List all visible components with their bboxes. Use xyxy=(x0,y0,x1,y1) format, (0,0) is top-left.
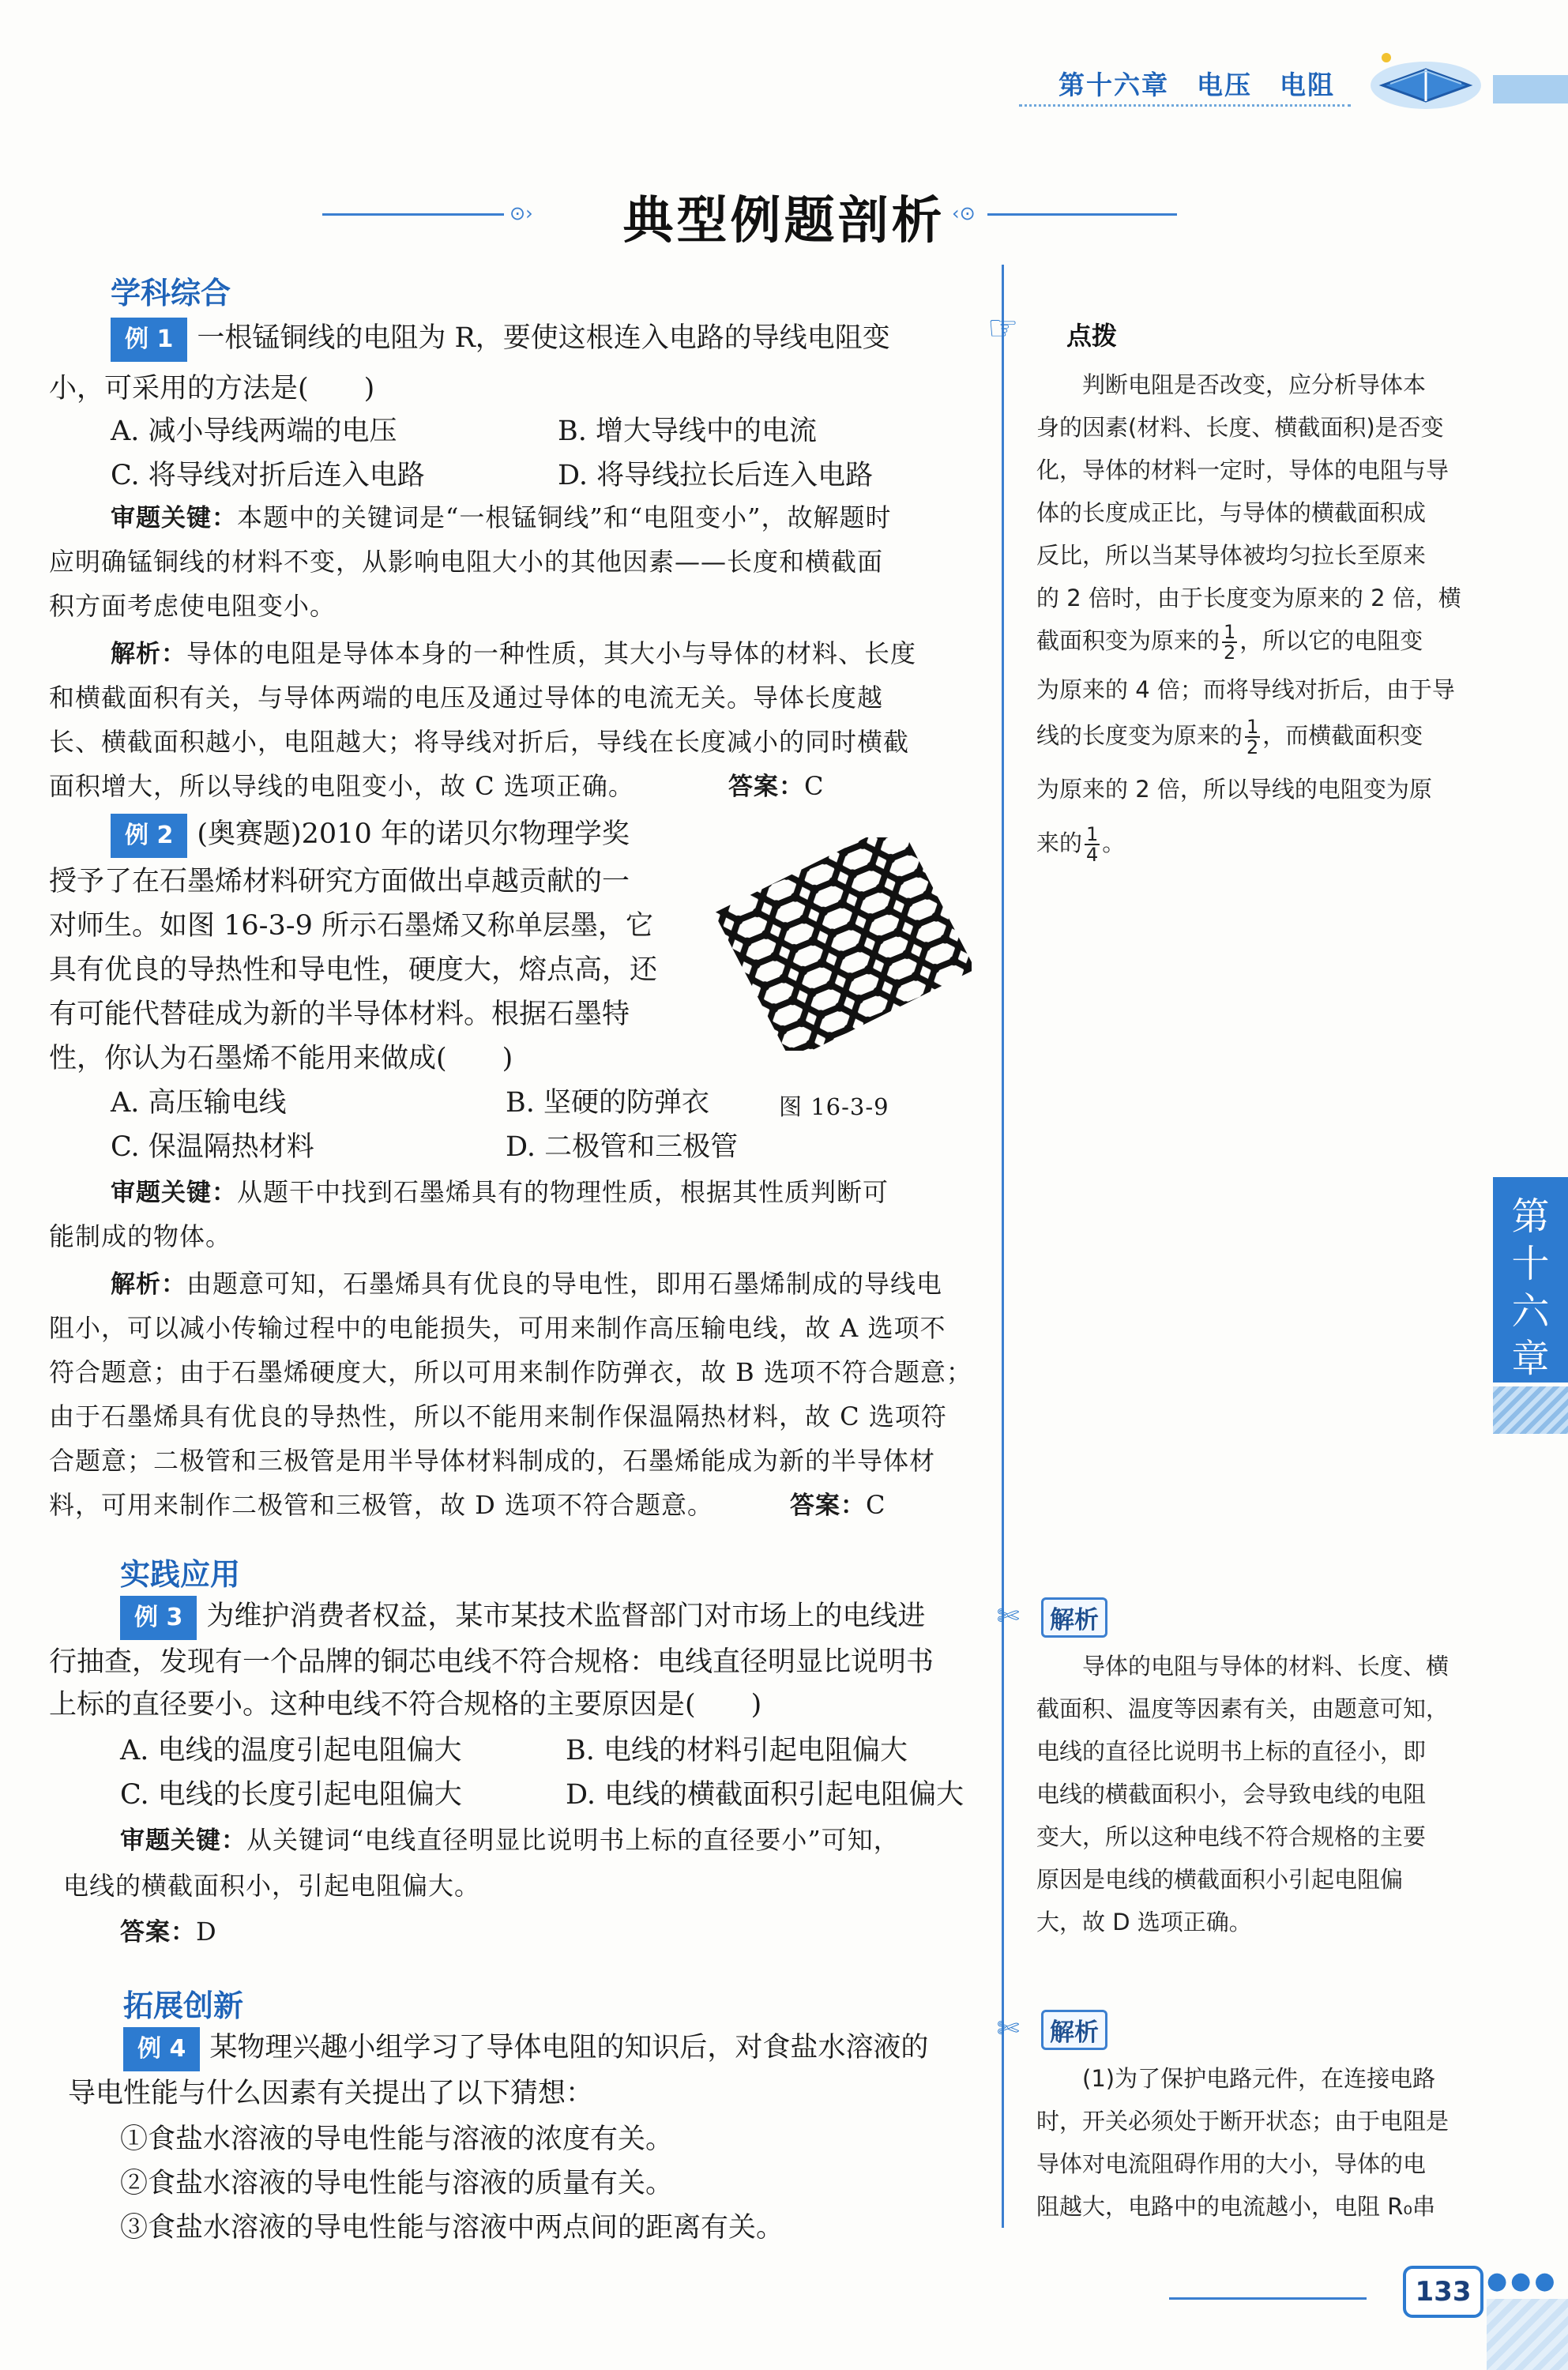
analysis-line: 原因是电线的横截面积小引起电阻偏 xyxy=(1036,1866,1404,1893)
example-3-question: 例 3 为维护消费者权益，某市某技术监督部门对市场上的电线进 xyxy=(120,1596,925,1640)
answer: 答案：C xyxy=(790,1490,886,1520)
header-bar xyxy=(1493,75,1568,103)
hypothesis-item: ②食盐水溶液的导电性能与溶液的质量有关。 xyxy=(120,2168,674,2199)
tip-heading: 点拨 xyxy=(1066,321,1118,351)
option-c: C. 将导线对折后连入电路 xyxy=(111,460,425,491)
tip-line: 化，导体的材料一定时，导体的电阻与导 xyxy=(1036,457,1450,483)
tip-line: 截面积变为原来的 $\frac{1}{2}$ ，所以它的电阻变 xyxy=(1036,621,1423,664)
chapter-tab[interactable]: 第 十 六 章 xyxy=(1493,1177,1568,1382)
tip-line: 的 2 倍时，由于长度变为原来的 2 倍，横 xyxy=(1036,585,1461,611)
book-icon xyxy=(1367,38,1485,117)
section-heading: 学科综合 xyxy=(111,276,231,310)
analysis-line: 电线的横截面积小，会导致电线的电阻 xyxy=(1036,1781,1427,1808)
question-line: 小，可采用的方法是( ) xyxy=(49,373,375,404)
fraction: $\frac{1}{2}$ xyxy=(1247,716,1259,758)
scissors-icon: ✄ xyxy=(997,2013,1020,2045)
tip-line: 反比，所以当某导体被均匀拉长至原来 xyxy=(1036,542,1427,569)
question-line: 导电性能与什么因素有关提出了以下猜想： xyxy=(68,2078,594,2109)
question-line: 具有优良的导热性和导电性，硬度大，熔点高，还 xyxy=(49,954,658,986)
option-b: B. 增大导线中的电流 xyxy=(558,416,817,447)
tip-line: 体的长度成正比，与导体的横截面积成 xyxy=(1036,499,1427,526)
key-point-line: 应明确锰铜线的材料不变，从影响电阻大小的其他因素——长度和横截面 xyxy=(49,547,884,577)
analysis-line: 大，故 D 选项正确。 xyxy=(1036,1909,1252,1936)
tip-line: 来的 $\frac{1}{4}$ 。 xyxy=(1036,823,1126,866)
option-a: A. 减小导线两端的电压 xyxy=(111,416,397,447)
pointing-hand-icon: ☞ xyxy=(987,308,1019,348)
analysis-heading: 解析 xyxy=(1041,1597,1107,1638)
question-line: 上标的直径要小。这种电线不符合规格的主要原因是( ) xyxy=(49,1689,762,1721)
example-tag: 例 1 xyxy=(111,318,187,362)
key-point: 审题关键：从题干中找到石墨烯具有的物理性质，根据其性质判断可 xyxy=(111,1177,889,1207)
option-c: C. 电线的长度引起电阻偏大 xyxy=(120,1779,462,1811)
key-point-line: 电线的横截面积小，引起电阻偏大。 xyxy=(63,1871,481,1901)
fraction: $\frac{1}{2}$ xyxy=(1224,621,1236,664)
option-c: C. 保温隔热材料 xyxy=(111,1131,314,1163)
scissors-icon: ✄ xyxy=(997,1601,1020,1632)
analysis-line: 阻越大，电路中的电流越小，电阻 R₀串 xyxy=(1036,2193,1435,2220)
solution: 解析：由题意可知，石墨烯具有优良的导电性，即用石墨烯制成的导线电 xyxy=(111,1269,943,1299)
header-divider xyxy=(1019,104,1351,107)
solution-line: 料，可用来制作二极管和三极管，故 D 选项不符合题意。 xyxy=(49,1490,714,1520)
question-line: 授予了在石墨烯材料研究方面做出卓越贡献的一 xyxy=(49,866,630,897)
solution-line: 长、横截面积越小，电阻越大；将导线对折后，导线在长度减小的同时横截 xyxy=(49,727,910,757)
page-title: 典型例题剖析 xyxy=(622,192,946,250)
option-d: D. 电线的横截面积引起电阻偏大 xyxy=(566,1779,964,1811)
solution-line: 面积增大，所以导线的电阻变小，故 C 选项正确。 xyxy=(49,771,634,801)
example-2-question: 例 2 (奥赛题)2010 年的诺贝尔物理学奖 xyxy=(111,814,630,858)
question-line: 性，你认为石墨烯不能用来做成( ) xyxy=(49,1043,513,1074)
solution: 解析：导体的电阻是导体本身的一种性质，其大小与导体的材料、长度 xyxy=(111,638,917,668)
solution-line: 符合题意；由于石墨烯硬度大，所以可用来制作防弹衣，故 B 选项不符合题意； xyxy=(49,1357,972,1387)
example-tag: 例 4 xyxy=(123,2027,200,2071)
analysis-heading: 解析 xyxy=(1041,2010,1107,2050)
example-tag: 例 3 xyxy=(120,1596,197,1640)
analysis-line: 导体的电阻与导体的材料、长度、横 xyxy=(1036,1653,1450,1680)
tip-line: 为原来的 4 倍；而将导线对折后，由于导 xyxy=(1036,676,1455,703)
analysis-line: 变大，所以这种电线不符合规格的主要 xyxy=(1036,1823,1427,1850)
hypothesis-item: ③食盐水溶液的导电性能与溶液中两点间的距离有关。 xyxy=(120,2212,784,2244)
answer: 答案：C xyxy=(728,771,825,801)
analysis-line: (1)为了保护电路元件，在连接电路 xyxy=(1036,2065,1436,2092)
option-a: A. 高压输电线 xyxy=(111,1087,287,1119)
solution-line: 由于石墨烯具有优良的导热性，所以不能用来制作保温隔热材料，故 C 选项符 xyxy=(49,1401,947,1431)
footer-bar xyxy=(1487,2299,1568,2370)
tip-line: 身的因素(材料、长度、横截面积)是否变 xyxy=(1036,414,1444,441)
title-line-right xyxy=(987,213,1177,216)
example-1-question: 例 1 一根锰铜线的电阻为 R，要使这根连入电路的导线电阻变 xyxy=(111,318,890,362)
tip-line: 判断电阻是否改变，应分析导体本 xyxy=(1036,371,1427,398)
option-d: D. 将导线拉长后连入电路 xyxy=(558,460,874,491)
analysis-line: 时，开关必须处于断开状态；由于电阻是 xyxy=(1036,2108,1450,2135)
key-point: 审题关键：从关键词“电线直径明显比说明书上标的直径要小”可知， xyxy=(120,1825,900,1855)
question-line: 有可能代替硅成为新的半导体材料。根据石墨特 xyxy=(49,999,630,1030)
page-number: 133 xyxy=(1403,2266,1483,2318)
section-heading: 拓展创新 xyxy=(123,1988,244,2023)
fraction: $\frac{1}{4}$ xyxy=(1086,823,1099,866)
analysis-line: 导体对电流阻碍作用的大小，导体的电 xyxy=(1036,2150,1427,2177)
chapter-header: 第十六章 电压 电阻 xyxy=(1058,70,1335,100)
analysis-line: 截面积、温度等因素有关，由题意可知， xyxy=(1036,1695,1450,1722)
question-line: 行抽查，发现有一个品牌的铜芯电线不符合规格：电线直径明显比说明书 xyxy=(49,1646,934,1678)
question-line: 对师生。如图 16-3-9 所示石墨烯又称单层墨，它 xyxy=(49,910,653,942)
figure-caption: 图 16-3-9 xyxy=(779,1093,889,1120)
option-d: D. 二极管和三极管 xyxy=(506,1131,739,1163)
arrow-right-icon: ⊙› xyxy=(510,202,533,224)
footer-dots: ●●● xyxy=(1487,2267,1559,2295)
example-tag: 例 2 xyxy=(111,814,187,858)
option-b: B. 电线的材料引起电阻偏大 xyxy=(566,1735,908,1766)
example-4-question: 例 4 某物理兴趣小组学习了导体电阻的知识后，对食盐水溶液的 xyxy=(123,2027,928,2071)
analysis-line: 电线的直径比说明书上标的直径小，即 xyxy=(1036,1738,1427,1765)
footer-line xyxy=(1169,2297,1367,2300)
option-a: A. 电线的温度引起电阻偏大 xyxy=(120,1735,462,1766)
graphene-figure xyxy=(703,837,972,1051)
answer: 答案：D xyxy=(120,1917,217,1947)
tip-line: 为原来的 2 倍，所以导线的电阻变为原 xyxy=(1036,776,1432,803)
tab-stripe xyxy=(1493,1386,1568,1434)
solution-line: 和横截面积有关，与导体两端的电压及通过导体的电流无关。导体长度越 xyxy=(49,683,884,713)
solution-line: 合题意；二极管和三极管是用半导体材料制成的，石墨烯能成为新的半导体材 xyxy=(49,1446,936,1476)
tip-line: 线的长度变为原来的 $\frac{1}{2}$ ，而横截面积变 xyxy=(1036,716,1423,758)
column-divider xyxy=(1002,265,1004,2228)
key-point: 审题关键：本题中的关键词是“一根锰铜线”和“电阻变小”，故解题时 xyxy=(111,502,892,532)
key-point-line: 积方面考虑使电阻变小。 xyxy=(49,591,337,621)
hypothesis-item: ①食盐水溶液的导电性能与溶液的浓度有关。 xyxy=(120,2124,674,2155)
solution-line: 阻小，可以减小传输过程中的电能损失，可用来制作高压输电线，故 A 选项不 xyxy=(49,1313,946,1343)
option-b: B. 坚硬的防弹衣 xyxy=(506,1087,709,1119)
arrow-left-icon: ‹⊙ xyxy=(952,202,976,224)
key-point-line: 能制成的物体。 xyxy=(49,1221,232,1251)
section-heading: 实践应用 xyxy=(120,1557,241,1592)
